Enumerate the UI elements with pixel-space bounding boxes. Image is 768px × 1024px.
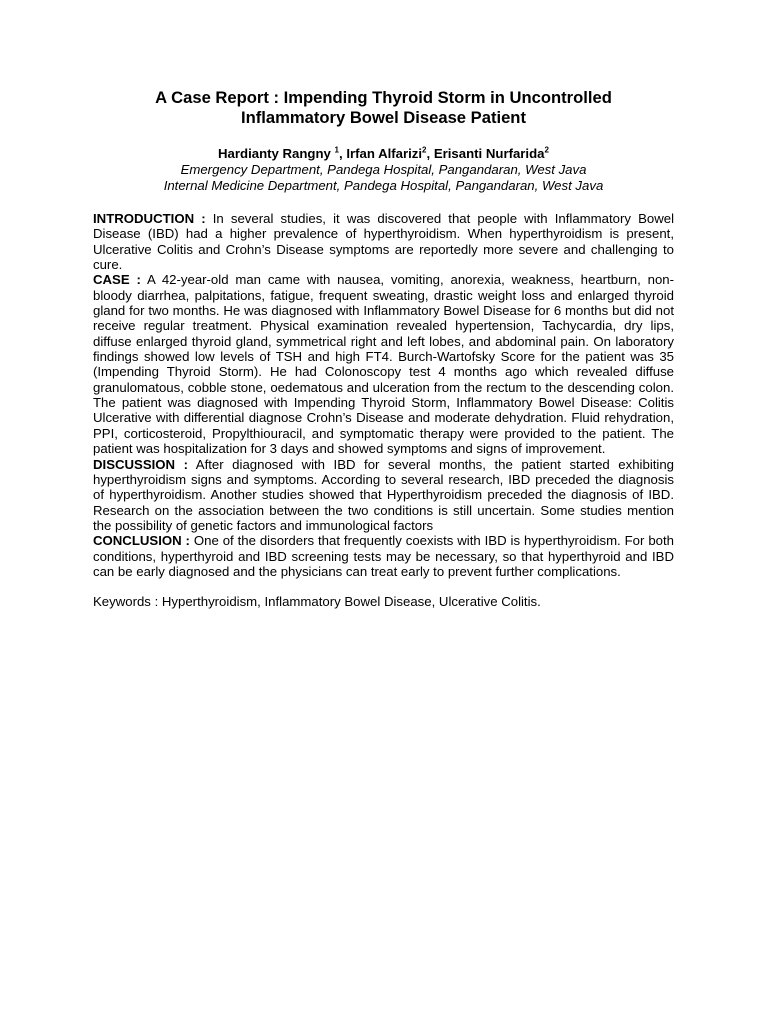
document-page xyxy=(93,88,674,610)
author-affiliation-mark: 2 xyxy=(544,145,549,155)
title-line-1: A Case Report : Impending Thyroid Storm in Uncontrolled xyxy=(155,88,612,107)
author-affiliation-mark: 2 xyxy=(422,145,427,155)
conclusion-section xyxy=(93,533,674,579)
abstract-body xyxy=(93,211,674,579)
conclusion-text: One of the disorders that frequently coexists with IBD is hyperthyroidism. For both conditions, hyperthyroid and IBD screening tests may be necessary, so that hyperthyroid and IBD can be early diagnosed and the physicians can treat early to prevent further complications. xyxy=(93,533,674,579)
author-separator: , xyxy=(426,146,434,161)
case-section xyxy=(93,272,674,456)
discussion-text: After diagnosed with IBD for several months, the patient started exhibiting hyperthyroidism signs and symptoms. According to several research, IBD preceded the diagnosis of hyperthyroidism. Another studies showed that Hyperthyroidism preceded the diagnosis of IBD. Research on the association between the two conditions is still uncertain. Some studies mention the possibility of genetic factors and immunological factors xyxy=(93,456,675,533)
introduction-heading: INTRODUCTION : xyxy=(93,211,206,226)
discussion-section xyxy=(93,457,674,534)
author-name: Irfan Alfarizi xyxy=(346,146,423,161)
author-name: Erisanti Nurfarida xyxy=(433,146,545,161)
case-heading: CASE : xyxy=(93,272,141,288)
author-list xyxy=(93,146,674,162)
discussion-heading: DISCUSSION : xyxy=(93,456,188,472)
affiliation-line: Internal Medicine Department, Pandega Hospital, Pangandaran, West Java xyxy=(163,178,604,193)
case-text: A 42-year-old man came with nausea, vomiting, anorexia, weakness, heartburn, non-bloody diarrhea, palpitations, fatigue, frequent sweating, drastic weight loss and enlarged thyroid gland for two months. He was diagnosed with Inflammatory Bowel Disease for 6 months but did not receive regular treatment. Physical examination revealed hypertension, Tachycardia, dry lips, diffuse enlarged thyroid gland, symmetrical right and left lobes, and abdominal pain. On laboratory findings showed low levels of TSH and high FT4. Burch-Wartofsky Score for the patient was 35 (Impending Thyroid Storm). He had Colonoscopy test 4 months ago which revealed diffuse granulomatous, cobble stone, oedematous and ulceration from the rectum to the descending colon. The patient was diagnosed with Impending Thyroid Storm, Inflammatory Bowel Disease: Colitis Ulcerative with differential diagnose Crohn’s Disease and moderate dehydration. Fluid rehydration, PPI, corticosteroid, Propylthiouracil, and symptomatic therapy were provided to the patient. The patient was hospitalization for 3 days and showed symptoms and signs of improvement. xyxy=(93,272,674,457)
keywords-line: Keywords : Hyperthyroidism, Inflammatory Bowel Disease, Ulcerative Colitis. xyxy=(93,594,541,610)
title-line-2: Inflammatory Bowel Disease Patient xyxy=(241,108,526,127)
author-separator: , xyxy=(339,146,347,161)
introduction-section xyxy=(93,211,674,272)
document-title xyxy=(93,88,674,128)
author-affiliation-mark: 1 xyxy=(334,145,339,155)
conclusion-heading: CONCLUSION : xyxy=(93,533,190,549)
affiliation-line: Emergency Department, Pandega Hospital, Pangandaran, West Java xyxy=(180,162,587,177)
introduction-text: In several studies, it was discovered that people with Inflammatory Bowel Disease (IBD) had a higher prevalence of hyperthyroidism. When hyperthyroidism is present, Ulcerative Colitis and Crohn’s Disease symptoms are reportedly more severe and challenging to cure. xyxy=(93,211,674,273)
author-name: Hardianty Rangny xyxy=(218,146,335,161)
